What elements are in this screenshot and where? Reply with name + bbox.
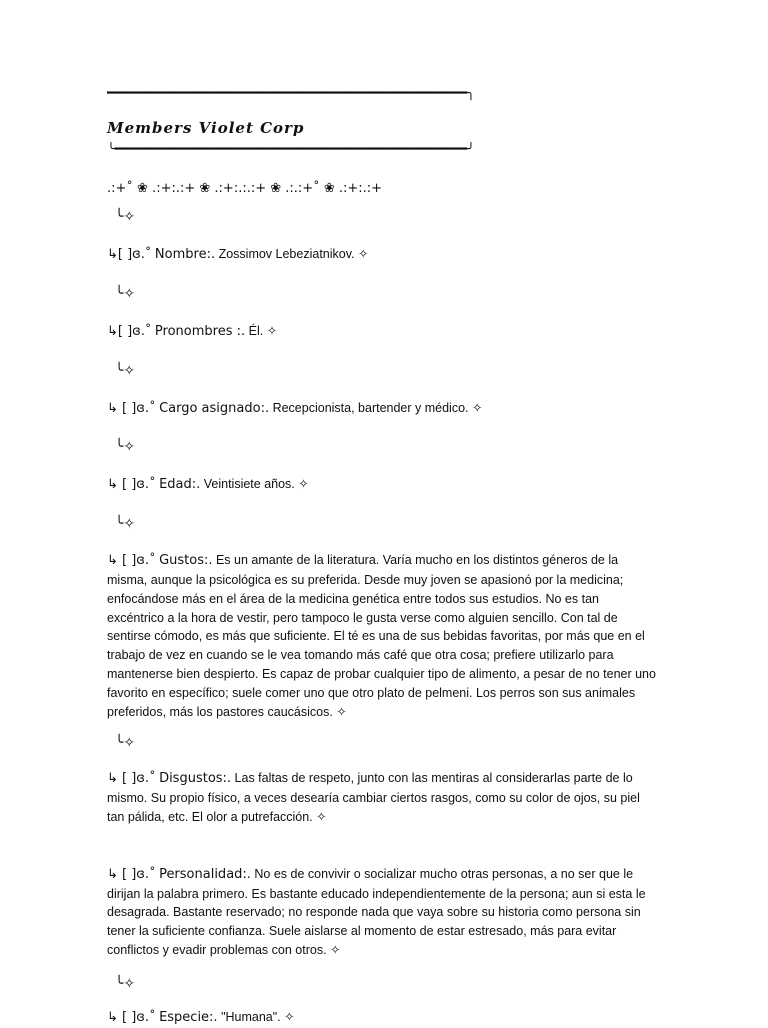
connector-line: ╰✧ <box>115 209 136 225</box>
field-gustos <box>107 551 659 721</box>
field-value: Es un amante de la literatura. Varía mucho en los distintos géneros de la misma, aunque la psicológica es su preferida. Desde muy joven se apasionó por la medicina; enfocándose más en el área de la medicina genética entre todos sus estudios. No es tan excéntrico a la hora de vestir, pero tampoco le gusta verse como alguien sencillo. Con tal de sentirse cómodo, es más que suficiente. El té es una de sus bebidas favoritas, por más que en el trabajo de vez en cuando se le vea tomando más café que otra cosa; prefiere utilizarlo para mantenerse bien despierto. Es capaz de probar cualquier tipo de alimento, a pesar de no tener uno favorito en específico; suele comer uno que otro plato de pelmeni. Los perros son sus animales preferidos, más los pastores caucásicos. <box>107 553 656 719</box>
title-frame-top: ━━━━━━━━━━━━━━━━━━━━━━━━━━━━━━━━━━━━━━━━━━━━━━╮ <box>107 86 475 101</box>
field-end: ✧ <box>326 942 341 957</box>
field-cargo <box>107 399 659 419</box>
field-disgustos <box>107 769 659 826</box>
field-label: Especie:. <box>159 1009 218 1025</box>
field-end: ✧ <box>294 477 309 492</box>
title-frame-bottom: ╰━━━━━━━━━━━━━━━━━━━━━━━━━━━━━━━━━━━━━━━━━━━━━╯ <box>107 142 475 157</box>
field-label: Personalidad:. <box>159 866 251 882</box>
field-value: Recepcionista, bartender y médico. <box>272 400 469 415</box>
document-page <box>107 86 659 1028</box>
field-label: Pronombres :. <box>154 323 246 339</box>
field-personalidad <box>107 865 659 960</box>
decorative-divider: .:+˚ ❀ .:+:.:+ ❀ .:+:.:.:+ ❀ .:.:+˚ ❀ .:+:.:+ <box>107 181 383 196</box>
field-marker: ↳ [ ]ɞ.˚ <box>107 771 156 787</box>
field-nombre <box>107 245 659 265</box>
field-end: ✧ <box>354 247 369 261</box>
field-marker: ↳ [ ]ɞ.˚ <box>107 477 156 493</box>
connector-line: ╰✧ <box>115 516 136 533</box>
field-marker: ↳[ ]ɞ.˚ <box>107 247 152 262</box>
field-marker: ↳ [ ]ɞ.˚ <box>107 553 156 569</box>
connector-line: ╰✧ <box>115 285 136 302</box>
field-marker: ↳ [ ]ɞ.˚ <box>107 400 156 416</box>
field-marker: ↳[ ]ɞ.˚ <box>107 323 152 339</box>
field-label: Nombre:. <box>154 247 216 262</box>
field-label: Edad:. <box>159 477 201 493</box>
field-value: Veintisiete años. <box>203 477 295 492</box>
field-end: ✧ <box>312 809 327 824</box>
field-end: ✧ <box>263 323 278 338</box>
field-label: Disgustos:. <box>159 771 232 787</box>
field-marker: ↳ [ ]ɞ.˚ <box>107 866 156 882</box>
connector-line: ╰✧ <box>115 362 136 379</box>
field-marker: ↳ [ ]ɞ.˚ <box>107 1009 156 1025</box>
connector-line: ╰✧ <box>115 439 136 456</box>
field-label: Gustos:. <box>159 553 213 569</box>
connector-line: ╰✧ <box>115 975 136 992</box>
field-end: ✧ <box>468 400 483 415</box>
field-edad <box>107 475 659 495</box>
field-value: No es de convivir o socializar mucho otras personas, a no ser que le dirijan la palabra primero. Es bastante educado independientemente de la persona; aun si esta le desagrada. Bastante reservado; no responde nada que vaya sobre su historia como persona sin tener la suficiente confianza. Suele aislarse al momento de estar estresado, más para evitar conflictos y evadir problemas con otros. <box>107 866 646 957</box>
field-end: ✧ <box>280 1009 295 1024</box>
field-value: "Humana". <box>221 1009 281 1024</box>
field-end: ✧ <box>332 704 347 719</box>
field-value: Él. <box>248 323 264 338</box>
field-label: Cargo asignado:. <box>159 400 270 416</box>
document-title <box>107 118 659 138</box>
field-value: Las faltas de respeto, junto con las mentiras al considerarlas parte de lo mismo. Su propio físico, a veces desearía cambiar ciertos rasgos, como su color de ojos, su piel tan pálida, etc. El olor a putrefacción. <box>107 771 640 824</box>
field-value: Zossimov Lebeziatnikov. <box>218 247 355 261</box>
title-text: Members Violet Corp <box>107 119 305 137</box>
field-especie <box>107 1008 659 1028</box>
field-pronombres <box>107 322 659 342</box>
connector-line: ╰✧ <box>115 735 136 752</box>
